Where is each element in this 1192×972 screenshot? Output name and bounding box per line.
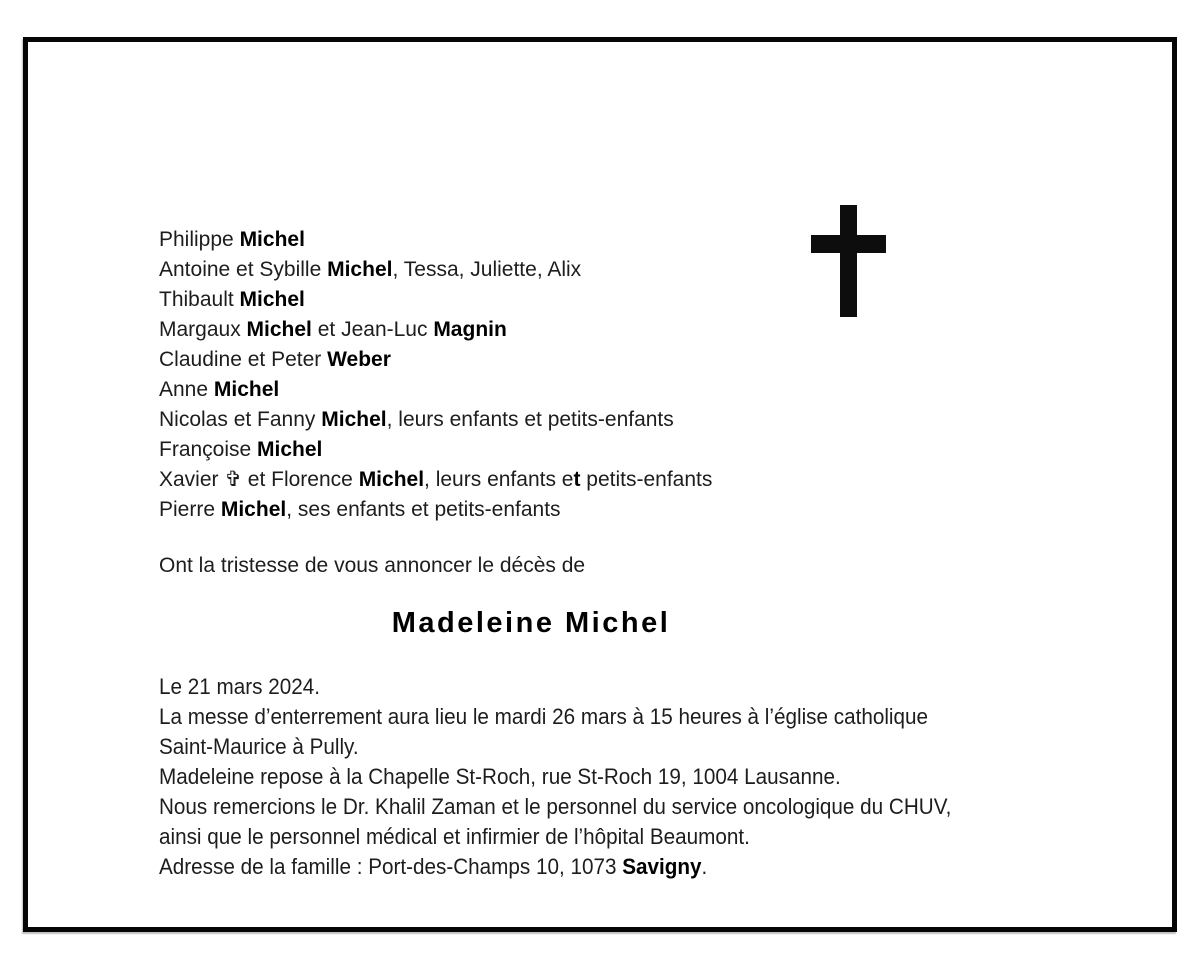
text-segment: Antoine et Sybille	[159, 258, 328, 281]
announcement-intro-line: Ont la tristesse de vous annoncer le décès de	[159, 554, 586, 577]
family-line	[159, 405, 712, 435]
text-segment: Madeleine repose à la Chapelle St-Roch, rue St-Roch 19, 1004 Lausanne.	[159, 764, 841, 789]
detail-line	[159, 762, 951, 792]
bold-text-segment: Michel	[239, 288, 305, 311]
bold-text-segment: Michel	[246, 318, 312, 341]
latin-cross-icon	[811, 205, 886, 317]
text-segment: Claudine et Peter	[159, 348, 328, 371]
funeral-details-block	[159, 672, 1002, 882]
detail-line	[159, 702, 951, 732]
family-line	[159, 255, 712, 285]
family-names-list	[159, 225, 712, 525]
text-segment: Saint-Maurice à Pully.	[159, 734, 359, 759]
border-frame	[23, 37, 1177, 932]
text-segment: Nous remercions le Dr. Khalil Zaman et le personnel du service oncologique du CHUV,	[159, 794, 952, 819]
text-segment: Margaux	[159, 318, 247, 341]
text-segment: , leurs enfants e	[424, 468, 574, 491]
deceased-name-title: Madeleine Michel	[391, 607, 671, 639]
family-line	[159, 315, 712, 345]
text-segment: .	[701, 854, 708, 879]
cross-vertical-bar	[840, 205, 857, 317]
text-segment: Anne	[159, 378, 214, 401]
bold-text-segment: Savigny	[622, 854, 702, 879]
text-segment: Adresse de la famille : Port-des-Champs 10, 1073	[159, 854, 623, 879]
deceased-name-wrap	[159, 604, 903, 647]
bold-text-segment: Magnin	[433, 318, 507, 341]
text-segment: La messe d’enterrement aura lieu le mardi 26 mars à 15 heures à l’église catholique	[159, 704, 929, 729]
text-segment: petits-enfants	[580, 468, 713, 491]
text-segment: , ses enfants et petits-enfants	[286, 498, 561, 521]
family-line	[159, 495, 712, 525]
text-segment: Philippe	[159, 228, 240, 251]
bold-text-segment: Michel	[220, 498, 287, 521]
text-segment: Thibault	[159, 288, 240, 311]
text-segment: et Jean-Luc	[311, 318, 434, 341]
text-segment: Pierre	[159, 498, 221, 521]
bold-text-segment: Michel	[213, 378, 280, 401]
text-segment: Nicolas et Fanny	[159, 408, 322, 431]
text-segment: Françoise	[159, 438, 258, 461]
bold-text-segment: Michel	[239, 228, 305, 251]
text-segment: , leurs enfants et petits-enfants	[386, 408, 674, 431]
bold-text-segment: Michel	[257, 438, 323, 461]
text-segment: Le 21 mars 2024.	[159, 674, 320, 699]
detail-line	[159, 672, 951, 702]
family-line	[159, 375, 712, 405]
text-segment: , Tessa, Juliette, Alix	[392, 258, 582, 281]
family-line	[159, 285, 712, 315]
text-segment: ainsi que le personnel médical et infirmier de l’hôpital Beaumont.	[159, 824, 750, 849]
detail-line	[159, 732, 951, 762]
bold-text-segment: Weber	[327, 348, 391, 371]
bold-text-segment: Michel	[327, 258, 393, 281]
family-line	[159, 465, 712, 495]
family-line	[159, 225, 712, 255]
detail-line	[159, 792, 951, 822]
family-line	[159, 345, 712, 375]
detail-line	[159, 822, 951, 852]
detail-line	[159, 852, 951, 882]
text-segment: Xavier ✞ et Florence	[159, 468, 359, 491]
bold-text-segment: t	[573, 468, 581, 491]
bold-text-segment: Michel	[358, 468, 425, 491]
cross-horizontal-bar	[811, 235, 886, 253]
bold-text-segment: Michel	[321, 408, 387, 431]
family-line	[159, 435, 712, 465]
